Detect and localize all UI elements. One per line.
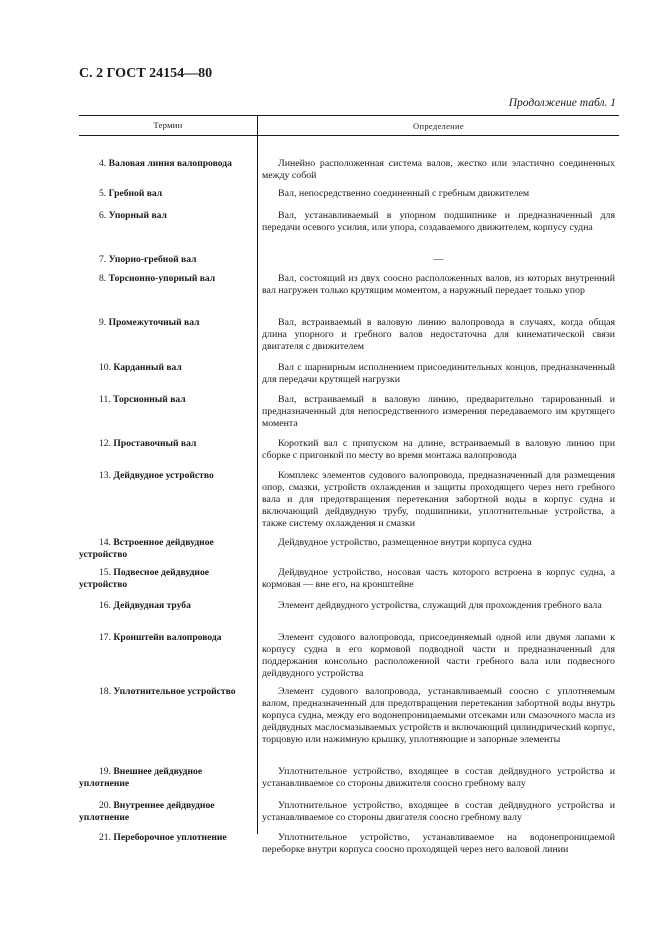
term-number: 13. — [99, 470, 111, 481]
term-text: Внутреннее дейдвудное уплотнение — [79, 800, 215, 823]
definition-cell: Вал, встраиваемый в валовую линию, предварительно тарированный и предназначенный для непосредственного измерения передаваемого им крутящего момента — [262, 394, 615, 429]
term-cell — [79, 832, 253, 844]
term-number: 8. — [99, 273, 107, 284]
definition-cell: Элемент судового валопровода, устанавливаемый соосно с уплотняемым валом, предназначенный для предотвращения перетекания забортной воды внутрь корпуса судна, между его водонепроницаемыми отсеками или смазочного масла из дейдвудных маслосмазываемых устройств и включающий цилиндрический корпус, торцовую или нажимную крышку, уплотняющие и запорные элементы — [262, 686, 615, 745]
term-cell — [79, 686, 253, 698]
term-number: 18. — [99, 686, 111, 697]
table-header — [79, 115, 619, 136]
terms-table — [79, 115, 619, 855]
definition-cell: Вал, устанавливаемый в упорном подшипнике и предназначенный для передачи осевого усилия, или упора, создаваемого движителем, корпусу судна — [262, 210, 615, 233]
term-cell — [79, 438, 253, 450]
term-number: 4. — [99, 158, 107, 169]
term-text: Торсионно-упорный вал — [108, 273, 216, 284]
term-cell — [79, 362, 253, 374]
term-number: 7. — [99, 254, 107, 265]
definition-cell: Уплотнительное устройство, устанавливаемое на водонепроницаемой переборке внутри корпуса соосно проходящей через него валовой линии — [262, 832, 615, 855]
term-number: 19. — [99, 766, 111, 777]
term-number: 16. — [99, 600, 111, 611]
term-number: 20. — [99, 800, 111, 811]
term-number: 14. — [99, 537, 111, 548]
definition-cell: Вал, состоящий из двух соосно расположенных валов, из которых внутренний вал нагружен только крутящим моментом, а наружный передает только упор — [262, 273, 615, 296]
definition-cell: Уплотнительное устройство, входящее в состав дейдвудного устройства и устанавливаемое со стороны движителя соосно гребному валу — [262, 766, 615, 789]
term-number: 6. — [99, 210, 107, 221]
term-number: 9. — [99, 317, 107, 328]
page-header: С. 2 ГОСТ 24154—80 — [79, 66, 213, 81]
term-cell — [79, 766, 253, 790]
term-text: Дейдвудная труба — [113, 600, 191, 611]
term-text: Торсионный вал — [113, 394, 186, 405]
term-number: 21. — [99, 832, 111, 843]
definition-cell: Вал с шарнирным исполнением присоединительных концов, предназначенный для передачи крутящей нагрузки — [262, 362, 615, 385]
term-cell — [79, 470, 253, 482]
term-text: Карданный вал — [113, 362, 182, 373]
term-text: Кронштейн валопровода — [113, 632, 222, 643]
term-text: Упорный вал — [108, 210, 167, 221]
term-text: Гребной вал — [108, 188, 163, 199]
definition-cell: Дейдвудное устройство, носовая часть которого встроена в корпус судна, а кормовая — вне его, на кронштейне — [262, 567, 615, 590]
term-cell — [79, 158, 253, 170]
definition-cell: Короткий вал с припуском на длине, встраиваемый в валовую линию при сборке с пригонкой по месту во время монтажа валопровода — [262, 438, 615, 461]
column-header-definition: Определение — [413, 120, 464, 131]
term-cell — [79, 800, 253, 824]
term-number: 11. — [99, 394, 111, 405]
term-cell — [79, 567, 253, 591]
term-text: Дейдвудное устройство — [113, 470, 214, 481]
term-text: Промежуточный вал — [108, 317, 200, 328]
term-cell — [79, 254, 253, 266]
term-text: Внешнее дейдвудное уплотнение — [79, 766, 203, 789]
term-cell — [79, 188, 253, 200]
term-cell — [79, 394, 253, 406]
term-text: Валовая линия валопровода — [108, 158, 232, 169]
definition-cell: — — [433, 254, 444, 265]
term-cell — [79, 600, 253, 612]
term-number: 10. — [99, 362, 111, 373]
term-text: Проставочный вал — [113, 438, 197, 449]
term-text: Упорно-гребной вал — [108, 254, 197, 265]
term-cell — [79, 273, 253, 285]
column-header-term: Термин — [79, 116, 258, 135]
term-cell — [79, 210, 253, 222]
definition-cell: Вал, непосредственно соединенный с гребным движителем — [278, 188, 530, 199]
term-text: Уплотнительное устройство — [113, 686, 236, 697]
definition-cell: Дейдвудное устройство, размещенное внутри корпуса судна — [278, 537, 532, 548]
term-text: Переборочное уплотнение — [113, 832, 227, 843]
term-number: 15. — [99, 567, 111, 578]
term-number: 12. — [99, 438, 111, 449]
term-number: 17. — [99, 632, 111, 643]
definition-cell: Элемент дейдвудного устройства, служащий для прохождения гребного вала — [278, 600, 602, 611]
definition-cell: Элемент судового валопровода, присоединяемый одной или двумя лапами к корпусу судна в его кормовой подводной части и предназначенный для поддержания консольно расположенной части гребного вала или подвесного дейдвудного устройства — [262, 632, 615, 679]
term-cell — [79, 537, 253, 561]
term-text: Встроенное дейдвудное устройство — [79, 537, 214, 560]
definition-cell: Уплотнительное устройство, входящее в состав дейдвудного устройства и устанавливаемое со стороны двигателя соосно гребному валу — [262, 800, 615, 823]
table-continuation-label: Продолжение табл. 1 — [508, 97, 616, 109]
definition-cell: Вал, встраиваемый в валовую линию валопровода в случаях, когда общая длина упорного и гребного валов недостаточна для кинематической связи двигателя с движителем — [262, 317, 615, 352]
definition-cell: Комплекс элементов судового валопровода, предназначенный для размещения опор, смазки, устройств охлаждения и защиты проходящего через него гребного вала и для предотвращения перетекания забортной воды в корпус судна и включающий дейдвудную трубу, подшипники, уплотнительные устройства, а также систему охлаждения и смазки — [262, 470, 615, 529]
definition-cell: Линейно расположенная система валов, жестко или эластично соединенных между собой — [262, 158, 615, 181]
column-divider — [257, 134, 258, 834]
term-cell — [79, 317, 253, 329]
term-text: Подвесное дейдвудное устройство — [79, 567, 210, 590]
term-cell — [79, 632, 253, 644]
term-number: 5. — [99, 188, 107, 199]
